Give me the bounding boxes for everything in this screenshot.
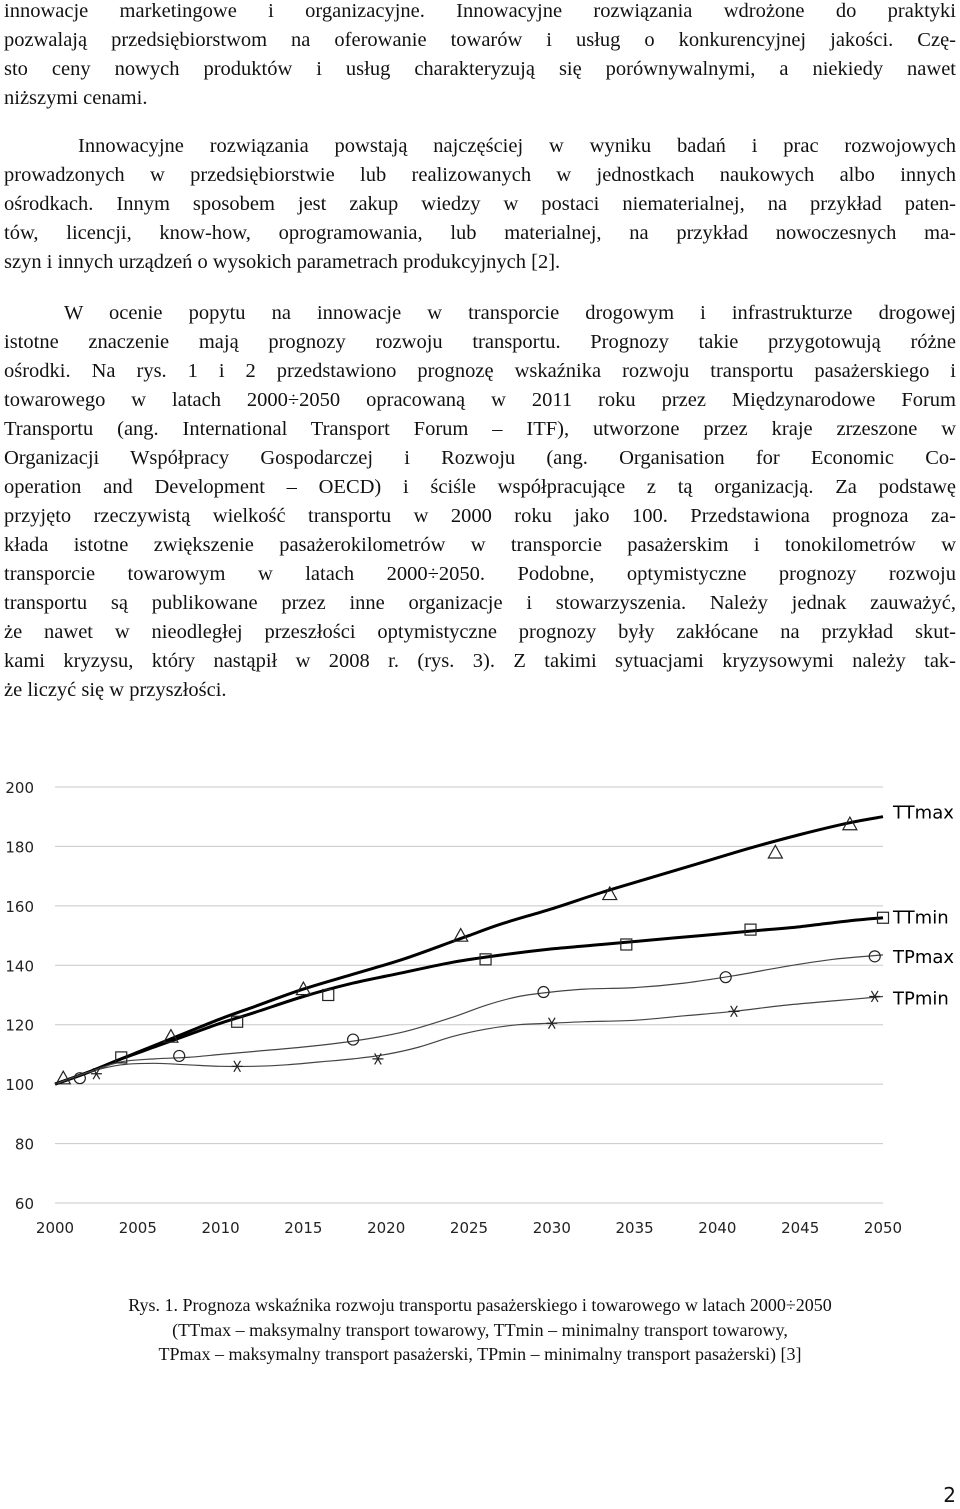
- text-line: W ocenie popytu na innowacje w transporcie drogowym i infrastrukturze drogowej: [64, 302, 956, 324]
- text-line: ośrodki. Na rys. 1 i 2 przedstawiono prognozę wskaźnika rozwoju transportu pasażerskiego i: [4, 360, 956, 382]
- x-tick-label: 2005: [118, 1219, 157, 1237]
- text-line: prowadzonych w przedsiębiorstwie lub realizowanych w jednostkach naukowych albo innych: [4, 164, 956, 186]
- text-line: Organizacji Współpracy Gospodarczej i Rozwoju (ang. Organisation for Economic Co-: [4, 447, 956, 469]
- series-marker-tpmax: [174, 1050, 185, 1061]
- x-tick-label: 2050: [863, 1219, 903, 1237]
- text-line: kami kryzysu, który nastąpił w 2008 r. (rys. 3). Z takimi sytuacjami kryzysowymi należy tak-: [4, 650, 956, 672]
- text-line: transporcie towarowym w latach 2000÷2050. Podobne, optymistyczne prognozy rozwoju: [4, 563, 956, 585]
- y-tick-label: 60: [14, 1195, 34, 1213]
- text-line: niższymi cenami.: [4, 87, 148, 109]
- text-line: transportu są publikowane przez inne organizacje i stowarzyszenia. Należy jednak zauważyć,: [4, 592, 956, 614]
- page-number: 2: [943, 1483, 956, 1507]
- series-line-ttmax: [55, 817, 883, 1084]
- x-tick-label: 2015: [284, 1219, 323, 1237]
- text-line: pozwalają przedsiębiorstwom na oferowanie towarów i usług o konkurencyjnej jakości. Czę-: [4, 29, 956, 51]
- series-line-tpmin: [55, 997, 883, 1085]
- grid: [55, 787, 883, 1203]
- y-tick-label: 100: [5, 1076, 34, 1095]
- series-labels: [892, 803, 954, 1010]
- y-tick-label: 140: [5, 957, 34, 976]
- text-line: że nawet w nieodległej przeszłości optymistyczne prognozy były zakłócane na przykład skut-: [4, 621, 956, 643]
- series-marker-tpmin: [728, 1006, 739, 1017]
- series-marker-tpmin: [869, 991, 880, 1002]
- x-tick-label: 2010: [201, 1219, 240, 1237]
- series-marker-tpmax: [348, 1034, 359, 1045]
- y-tick-label: 80: [14, 1135, 34, 1154]
- text-line: Transportu (ang. International Transport Forum – ITF), utworzone przez kraje zrzeszone w: [4, 418, 956, 440]
- text-line: sto ceny nowych produktów i usług charakteryzują się porównywalnymi, a niekiedy nawet: [4, 58, 956, 80]
- x-tick-label: 2045: [781, 1219, 820, 1237]
- paragraph-3: [4, 299, 956, 705]
- text-line: operation and Development – OECD) i ściśle współpracujące z tą organizacją. Za podstawę: [4, 476, 956, 498]
- paragraph-1: [4, 0, 956, 113]
- series-lines: [55, 817, 883, 1084]
- y-tick-label: 160: [5, 897, 34, 916]
- series-marker-tpmin: [232, 1061, 243, 1072]
- x-tick-label: 2030: [532, 1219, 571, 1237]
- paragraph-2: [4, 132, 956, 277]
- figure-caption-line-3: TPmax – maksymalny transport pasażerski, TPmin – minimalny transport pasażerski) [3]: [158, 1344, 802, 1364]
- x-tick-label: 2035: [615, 1219, 654, 1237]
- text-line: innowacje marketingowe i organizacyjne. Innowacyjne rozwiązania wdrożone do praktyki: [4, 0, 956, 22]
- x-tick-label: 2000: [35, 1219, 75, 1237]
- series-label-tpmax: TPmax: [893, 946, 955, 968]
- text-line: szyn i innych urządzeń o wysokich parametrach produkcyjnych [2].: [4, 251, 561, 273]
- text-line: przyjęto rzeczywistą wielkość transportu w 2000 roku jako 100. Przedstawiona prognoza za-: [4, 505, 956, 527]
- y-tick-label: 180: [5, 838, 34, 857]
- x-tick-label: 2025: [449, 1219, 489, 1237]
- text-line: ośrodkach. Innym sposobem jest zakup wiedzy w postaci niematerialnej, na przykład paten-: [4, 193, 956, 215]
- x-tick-label: 2020: [367, 1219, 406, 1237]
- y-tick-label: 200: [5, 779, 34, 797]
- text-line: tów, licencji, know-how, oprogramowania, lub materialnej, na przykład nowoczesnych ma-: [4, 222, 956, 244]
- text-line: towarowego w latach 2000÷2050 opracowaną w 2011 roku przez Międzynarodowe Forum: [4, 389, 956, 411]
- text-line: kłada istotne zwiększenie pasażerokilometrów w transporcie pasażerskim i tonokilometrów w: [4, 534, 956, 556]
- series-marker-ttmax: [768, 845, 782, 858]
- series-line-ttmin: [55, 918, 883, 1084]
- series-markers: [56, 817, 888, 1084]
- figure-caption-line-2: (TTmax – maksymalny transport towarowy, TTmin – minimalny transport towarowy,: [172, 1320, 788, 1340]
- series-label-tpmin: TPmin: [893, 988, 949, 1010]
- series-label-ttmin: TTmin: [893, 907, 949, 929]
- text-line: Innowacyjne rozwiązania powstają najczęściej w wyniku badań i prac rozwojowych: [78, 135, 956, 157]
- forecast-line-chart: [0, 770, 960, 1260]
- series-marker-tpmin: [546, 1018, 557, 1029]
- text-line: istotne znaczenie mają prognozy rozwoju transportu. Prognozy takie przygotowują różne: [4, 331, 956, 353]
- axes: [5, 779, 902, 1237]
- text-line: że liczyć się w przyszłości.: [4, 679, 227, 701]
- series-label-ttmax: TTmax: [893, 802, 954, 824]
- x-tick-label: 2040: [698, 1219, 737, 1237]
- figure-caption-line-1: Rys. 1. Prognoza wskaźnika rozwoju transportu pasażerskiego i towarowego w latach 2000÷2050: [128, 1295, 832, 1315]
- y-tick-label: 120: [5, 1016, 34, 1035]
